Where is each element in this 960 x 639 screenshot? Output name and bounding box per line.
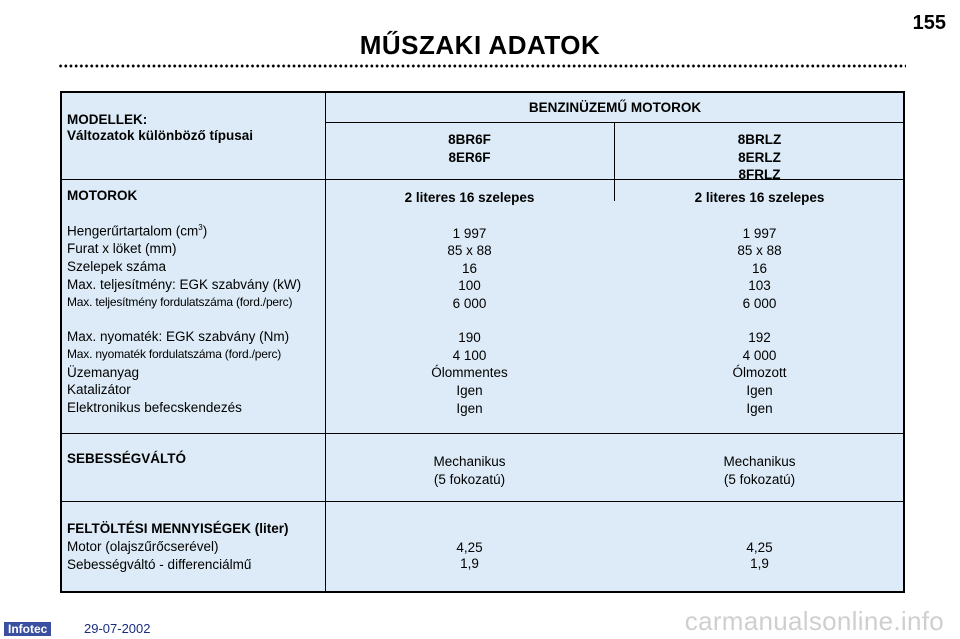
- model-codes-col2: [614, 131, 905, 184]
- value-col1: 6 000: [452, 296, 487, 311]
- row-label-max-torque: Max. nyomaték: EGK szabvány (Nm): [67, 329, 290, 344]
- brand-logo: Infotec: [4, 622, 51, 636]
- page-number: 155: [912, 12, 946, 34]
- row-label-fuel: Üzemanyag: [67, 365, 140, 380]
- row-label-engine-oil: Motor (olajszűrőcserével): [67, 539, 219, 554]
- value-col2: 192: [748, 330, 771, 345]
- row-label-catalyst: Katalizátor: [67, 382, 131, 397]
- row-label-max-power-rpm: Max. teljesítmény fordulatszáma (ford./perc): [67, 295, 293, 309]
- gearbox-gears: (5 fokozatú): [433, 471, 506, 487]
- value-col1: 100: [458, 278, 481, 293]
- row-label-displacement: Hengerűrtartalom $(cm^3)$: [67, 223, 208, 239]
- row-divider: [62, 501, 905, 502]
- capacities-section-label: FELTÖLTÉSI MENNYISÉGEK (liter): [67, 521, 289, 536]
- models-label: MODELLEK:: [67, 112, 148, 127]
- gearbox-value-col2: [614, 453, 905, 488]
- model-codes-col1: [325, 131, 614, 166]
- value-col2: 4 000: [742, 348, 777, 363]
- model-code: 8BRLZ: [737, 132, 782, 147]
- row-label-injection: Elektronikus befecskendezés: [67, 400, 242, 415]
- value-col2: 16: [751, 261, 768, 276]
- value-col2: Igen: [746, 383, 773, 398]
- value-col2: 85 x 88: [737, 243, 782, 258]
- value-col1: 190: [458, 330, 481, 345]
- value-col1: 4 100: [452, 348, 487, 363]
- value-col1: 85 x 88: [447, 243, 492, 258]
- page-title: MŰSZAKI ADATOK: [359, 30, 601, 60]
- model-code: 8ER6F: [448, 149, 491, 165]
- models-sublabel: Változatok különböző típusai: [67, 128, 254, 143]
- row-label-max-torque-rpm: Max. nyomaték fordulatszáma (ford./perc): [67, 347, 282, 361]
- value-col1: 1,9: [460, 556, 479, 571]
- row-divider: [62, 433, 905, 434]
- gearbox-section-label: SEBESSÉGVÁLTÓ: [67, 451, 187, 466]
- engines-section-label: MOTOROK: [67, 188, 138, 203]
- engine-headline-col2: 2 literes 16 szelepes: [694, 190, 825, 205]
- model-code: 8BR6F: [448, 132, 491, 147]
- value-col2: 1,9: [750, 556, 769, 571]
- value-col2: Igen: [746, 401, 773, 416]
- gearbox-value-col1: [325, 453, 614, 488]
- row-label-valves: Szelepek száma: [67, 259, 167, 274]
- gearbox-type: Mechanikus: [433, 454, 506, 469]
- row-label-bore-stroke: Furat x löket (mm): [67, 241, 177, 256]
- spec-table: [60, 91, 905, 593]
- value-col1: 4,25: [456, 540, 483, 555]
- value-col2: 6 000: [742, 296, 777, 311]
- value-col2: Ólmozott: [732, 365, 787, 380]
- model-code: 8ERLZ: [738, 149, 781, 165]
- value-col1: 16: [461, 261, 478, 276]
- value-col2: 4,25: [746, 540, 773, 555]
- value-col1: Igen: [456, 383, 483, 398]
- row-divider: [325, 122, 905, 123]
- value-col1: Igen: [456, 401, 483, 416]
- engine-headline-col1: 2 literes 16 szelepes: [404, 190, 535, 205]
- gearbox-gears: (5 fokozatú): [723, 471, 796, 487]
- value-col2: 103: [748, 278, 771, 293]
- engine-group-header: BENZINÜZEMŰ MOTOROK: [528, 100, 702, 115]
- title-divider: [58, 64, 906, 68]
- gearbox-type: Mechanikus: [723, 454, 796, 469]
- watermark: carmanualsonline.info: [684, 606, 944, 636]
- row-label-max-power: Max. teljesítmény: EGK szabvány (kW): [67, 277, 302, 292]
- value-col2: 1 997: [742, 226, 777, 241]
- row-label-gearbox-oil: Sebességváltó - differenciálmű: [67, 557, 252, 572]
- model-code: 8FRLZ: [738, 167, 781, 182]
- value-col1: 1 997: [452, 226, 487, 241]
- footer-date: 29-07-2002: [84, 621, 151, 636]
- value-col1: Ólommentes: [431, 365, 508, 380]
